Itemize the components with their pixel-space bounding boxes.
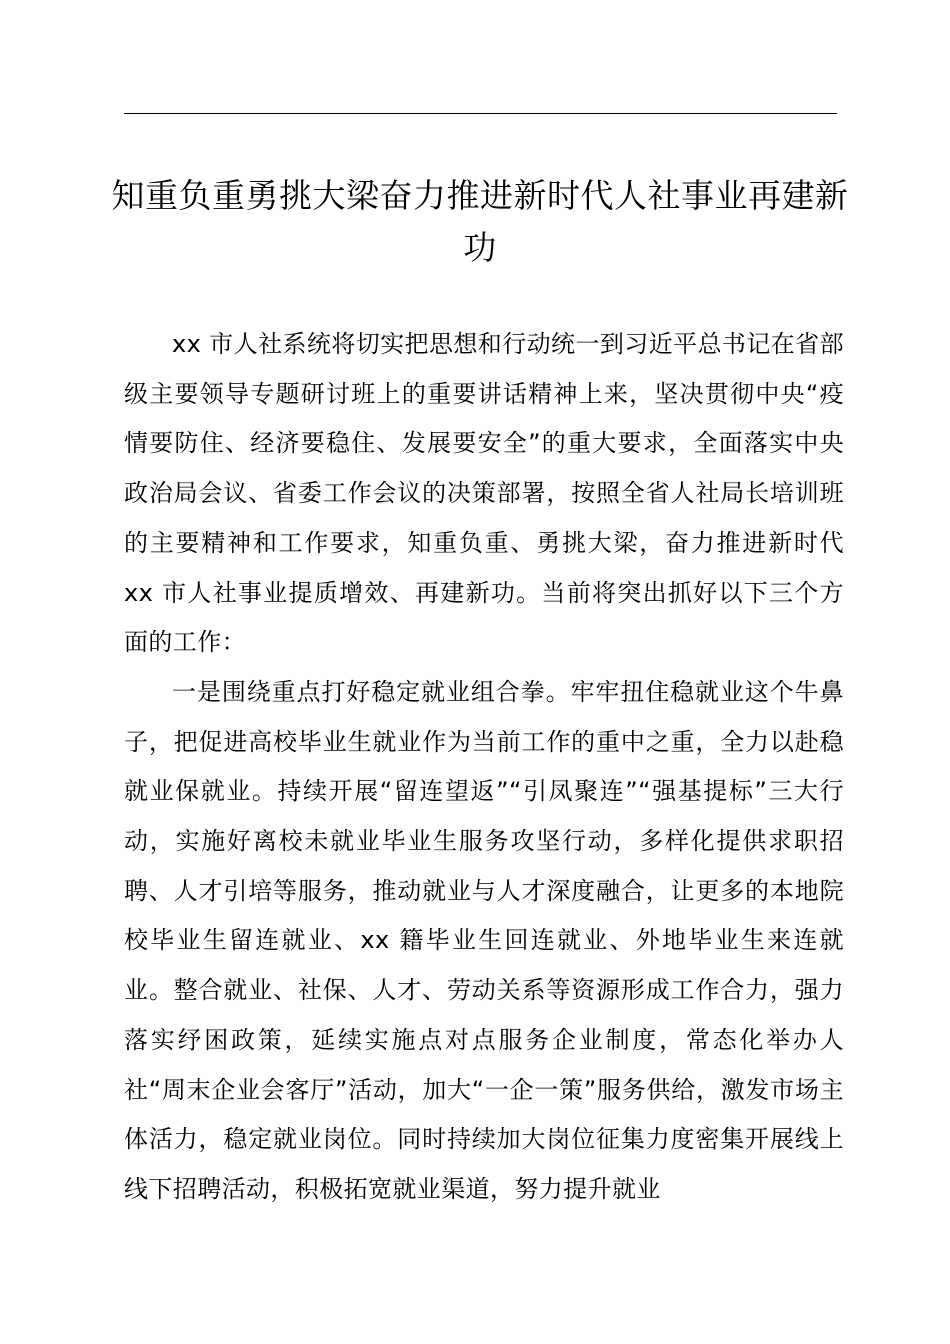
document-body (124, 320, 844, 1215)
header-rule (124, 113, 837, 114)
document-title: 知重负重勇挑大梁奋力推进新时代人社事业再建新功 (111, 176, 849, 267)
paragraph-intro: xx 市人社系统将切实把思想和行动统一到习近平总书记在省部级主要领导专题研讨班上的重要讲话精神上来，坚决贯彻中央“疫情要防住、经济要稳住、发展要安全”的重大要求，全面落实中央政治局会议、省委工作会议的决策部署，按照全省人社局长培训班的主要精神和工作要求，知重负重、勇挑大梁，奋力推进新时代 xx 市人社事业提质增效、再建新功。当前将突出抓好以下三个方面的工作： (124, 330, 845, 657)
paragraph-point-one: 一是围绕重点打好稳定就业组合拳。牢牢扭住稳就业这个牛鼻子，把促进高校毕业生就业作为当前工作的重中之重，全力以赴稳就业保就业。持续开展“留连望返”“引凤聚连”“强基提标”三大行动，实施好离校未就业毕业生服务攻坚行动，多样化提供求职招聘、人才引培等服务，推动就业与人才深度融合，让更多的本地院校毕业生留连就业、xx 籍毕业生回连就业、外地毕业生来连就业。整合就业、社保、人才、劳动关系等资源形成工作合力，强力落实纾困政策，延续实施点对点服务企业制度，常态化举办人社“周末企业会客厅”活动，加大“一企一策”服务供给，激发市场主体活力，稳定就业岗位。同时持续加大岗位征集力度密集开展线上线下招聘活动，积极拓宽就业渠道，努力提升就业 (124, 677, 844, 1203)
